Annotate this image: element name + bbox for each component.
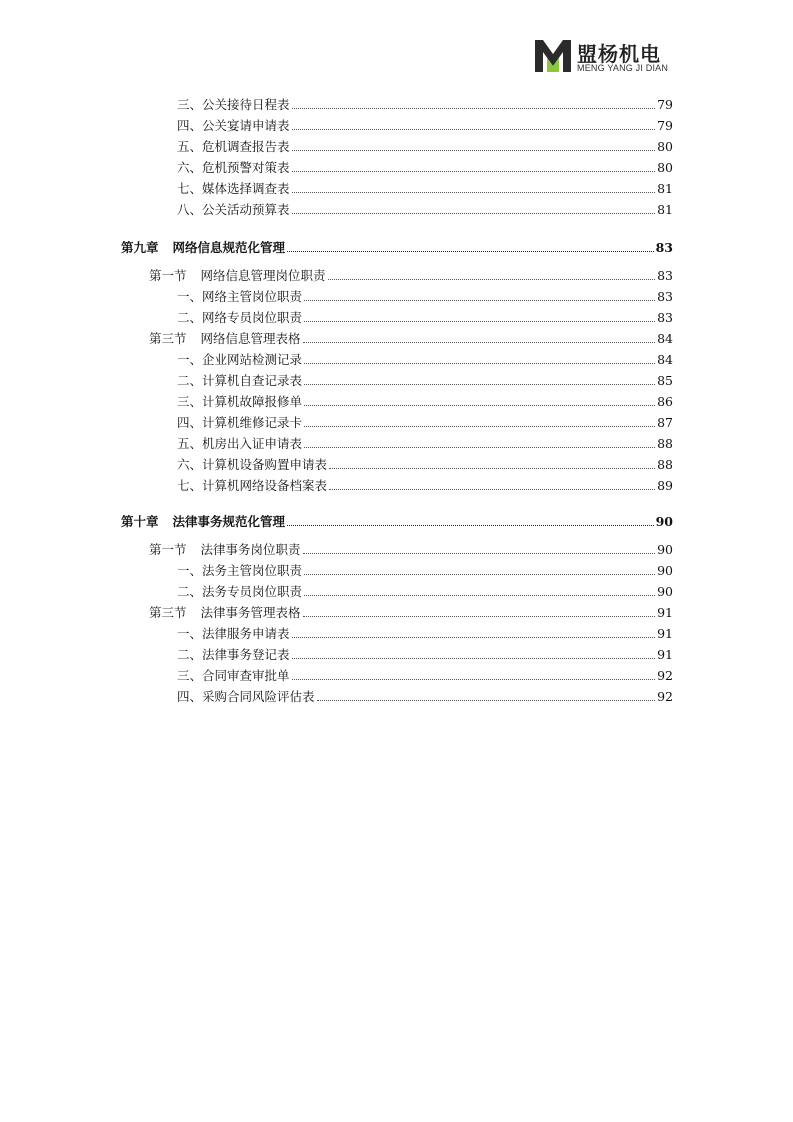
toc-entry-title: 四、采购合同风险评估表 [177, 689, 315, 704]
toc-page-number: 80 [657, 160, 673, 175]
toc-page-number: 90 [657, 584, 673, 599]
toc-page-number: 79 [657, 97, 673, 112]
toc-item-row[interactable] [177, 415, 673, 431]
toc-page-number: 84 [657, 331, 673, 346]
toc-page-number: 83 [657, 289, 673, 304]
toc-entry-title: 六、计算机设备购置申请表 [177, 457, 328, 472]
toc-entry-title [149, 542, 303, 558]
toc-item-row[interactable] [177, 202, 673, 218]
toc-entry-label: 法律事务规范化管理 [172, 514, 286, 529]
toc-item-row[interactable] [177, 436, 673, 452]
toc-entry-title: 七、媒体选择调查表 [177, 181, 290, 196]
toc-chapter-row[interactable] [121, 240, 673, 256]
toc-dot-leader [304, 362, 655, 364]
toc-entry-title [149, 268, 328, 284]
toc-dot-leader [292, 678, 656, 680]
toc-dot-leader [292, 170, 656, 172]
toc-dot-leader [303, 341, 656, 343]
logo-m-icon [535, 38, 571, 74]
toc-item-row[interactable] [177, 584, 673, 600]
toc-section-row[interactable] [149, 542, 673, 558]
toc-dot-leader [292, 636, 656, 638]
toc-dot-leader [292, 107, 656, 109]
toc-entry-title: 六、危机预警对策表 [177, 160, 290, 175]
toc-entry-title: 五、危机调查报告表 [177, 139, 290, 154]
toc-page-number: 83 [655, 240, 673, 255]
toc-dot-leader [304, 404, 655, 406]
toc-page-number: 84 [657, 352, 673, 367]
toc-page-number: 91 [657, 626, 673, 641]
toc-dot-leader [292, 149, 656, 151]
toc-page-number: 83 [657, 310, 673, 325]
toc-dot-leader [329, 467, 655, 469]
toc-dot-leader [304, 425, 655, 427]
toc-dot-leader [303, 552, 656, 554]
toc-entry-title [121, 240, 287, 256]
toc-page-number: 89 [657, 478, 673, 493]
toc-item-row[interactable] [177, 626, 673, 642]
toc-entry-title: 三、公关接待日程表 [177, 97, 290, 112]
toc-dot-leader [304, 573, 655, 575]
toc-entry-title: 四、计算机维修记录卡 [177, 415, 303, 430]
company-logo [535, 38, 675, 76]
toc-page-number: 80 [657, 139, 673, 154]
toc-page-number: 81 [657, 181, 673, 196]
toc-entry-title: 一、企业网站检测记录 [177, 352, 303, 367]
toc-entry-title: 一、法律服务申请表 [177, 626, 290, 641]
toc-entry-number: 第十章 [121, 514, 159, 529]
toc-item-row[interactable] [177, 457, 673, 473]
toc-entry-title [149, 605, 303, 621]
toc-entry-number: 第三节 [149, 605, 187, 620]
toc-dot-leader [304, 299, 655, 301]
toc-entry-number: 第三节 [149, 331, 187, 346]
toc-item-row[interactable] [177, 478, 673, 494]
toc-entry-title [121, 514, 287, 530]
toc-page-number: 92 [657, 689, 673, 704]
toc-item-row[interactable] [177, 647, 673, 663]
toc-page-number: 81 [657, 202, 673, 217]
toc-item-row[interactable] [177, 118, 673, 134]
toc-page-number: 90 [657, 542, 673, 557]
toc-page-number: 92 [657, 668, 673, 683]
toc-entry-label: 网络信息管理表格 [200, 331, 301, 346]
toc-dot-leader [317, 699, 656, 701]
toc-entry-label: 法律事务岗位职责 [200, 542, 301, 557]
toc-dot-leader [304, 383, 655, 385]
toc-section-row[interactable] [149, 268, 673, 284]
toc-item-row[interactable] [177, 373, 673, 389]
toc-section-row[interactable] [149, 331, 673, 347]
toc-dot-leader [287, 524, 654, 526]
logo-english-name: MENG YANG JI DIAN [577, 63, 669, 73]
toc-page-number: 91 [657, 605, 673, 620]
toc-entry-title: 二、法务专员岗位职责 [177, 584, 303, 599]
toc-entry-label: 网络信息规范化管理 [172, 240, 286, 255]
toc-entry-number: 第一节 [149, 268, 187, 283]
toc-entry-label: 网络信息管理岗位职责 [200, 268, 326, 283]
toc-dot-leader [292, 657, 656, 659]
toc-page-number: 90 [655, 514, 673, 529]
toc-dot-leader [329, 488, 655, 490]
toc-entry-title: 四、公关宴请申请表 [177, 118, 290, 133]
toc-dot-leader [292, 191, 656, 193]
toc-page-number: 88 [657, 457, 673, 472]
toc-entry-title: 二、网络专员岗位职责 [177, 310, 303, 325]
toc-item-row[interactable] [177, 310, 673, 326]
toc-dot-leader [287, 250, 654, 252]
toc-dot-leader [292, 128, 656, 130]
toc-page-number: 91 [657, 647, 673, 662]
toc-dot-leader [303, 615, 656, 617]
toc-chapter-row[interactable] [121, 514, 673, 530]
toc-entry-title: 一、法务主管岗位职责 [177, 563, 303, 578]
toc-page-number: 85 [657, 373, 673, 388]
toc-entry-title: 三、计算机故障报修单 [177, 394, 303, 409]
toc-item-row[interactable] [177, 668, 673, 684]
toc-dot-leader [304, 594, 655, 596]
toc-item-row[interactable] [177, 139, 673, 155]
toc-entry-title: 五、机房出入证申请表 [177, 436, 303, 451]
toc-page-number: 86 [657, 394, 673, 409]
toc-page-number: 88 [657, 436, 673, 451]
toc-entry-number: 第一节 [149, 542, 187, 557]
toc-item-row[interactable] [177, 160, 673, 176]
toc-entry-title: 七、计算机网络设备档案表 [177, 478, 328, 493]
toc-item-row[interactable] [177, 394, 673, 410]
toc-entry-title [149, 331, 303, 347]
toc-dot-leader [292, 212, 656, 214]
toc-entry-title: 一、网络主管岗位职责 [177, 289, 303, 304]
toc-item-row[interactable] [177, 689, 673, 705]
toc-item-row[interactable] [177, 181, 673, 197]
toc-item-row[interactable] [177, 352, 673, 368]
toc-entry-title: 二、法律事务登记表 [177, 647, 290, 662]
toc-entry-title: 三、合同审查审批单 [177, 668, 290, 683]
toc-entry-title: 二、计算机自查记录表 [177, 373, 303, 388]
logo-chinese-name: 盟杨机电 [577, 42, 661, 66]
toc-page-number: 79 [657, 118, 673, 133]
toc-item-row[interactable] [177, 97, 673, 113]
toc-item-row[interactable] [177, 289, 673, 305]
toc-dot-leader [304, 320, 655, 322]
toc-page-number: 90 [657, 563, 673, 578]
toc-section-row[interactable] [149, 605, 673, 621]
toc-page-number: 83 [657, 268, 673, 283]
toc-page-number: 87 [657, 415, 673, 430]
toc-entry-number: 第九章 [121, 240, 159, 255]
toc-item-row[interactable] [177, 563, 673, 579]
toc-entry-label: 法律事务管理表格 [200, 605, 301, 620]
toc-dot-leader [304, 446, 655, 448]
toc-dot-leader [328, 278, 656, 280]
toc-entry-title: 八、公关活动预算表 [177, 202, 290, 217]
